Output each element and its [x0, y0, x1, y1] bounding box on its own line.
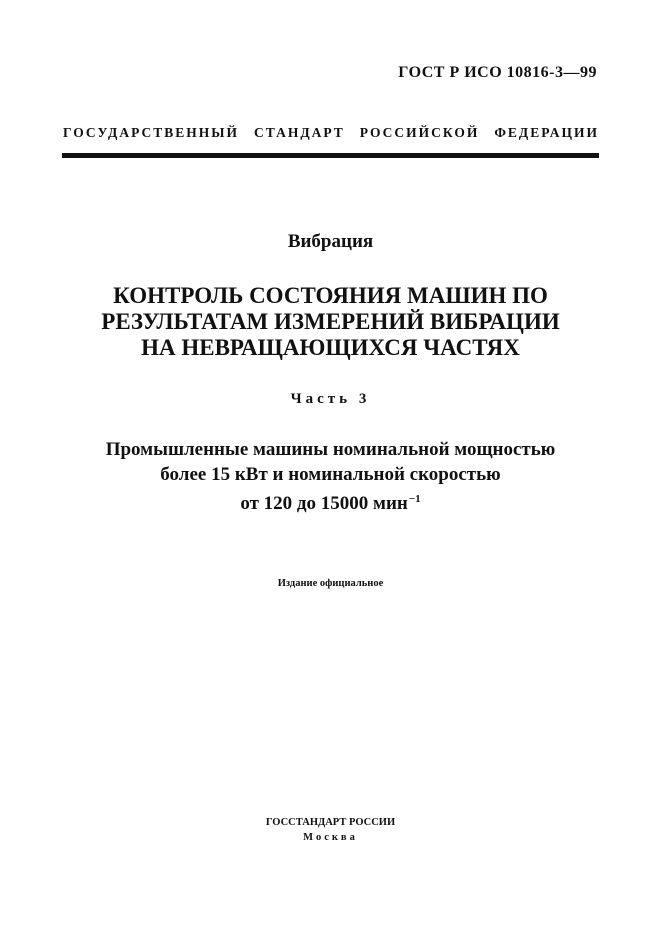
subtitle-line-3-text: от 120 до 15000 мин [240, 493, 408, 514]
main-title-line-2: РЕЗУЛЬТАТАМ ИЗМЕРЕНИЙ ВИБРАЦИИ [101, 309, 560, 334]
main-title-line-1: КОНТРОЛЬ СОСТОЯНИЯ МАШИН ПО [113, 283, 548, 308]
publisher-block [0, 815, 661, 845]
document-code: ГОСТ Р ИСО 10816-3—99 [398, 64, 597, 81]
main-title-line-3: НА НЕВРАЩАЮЩИХСЯ ЧАСТЯХ [141, 335, 520, 360]
subtitle [0, 437, 661, 516]
publisher-city: Москва [303, 832, 358, 843]
subtitle-line-1: Промышленные машины номинальной мощностью [105, 439, 556, 460]
organization-line: ГОСУДАРСТВЕННЫЙ СТАНДАРТ РОССИЙСКОЙ ФЕДЕРАЦИИ [63, 125, 599, 140]
subject-heading: Вибрация [287, 231, 374, 252]
subtitle-line-2: более 15 кВт и номинальной скоростью [160, 464, 501, 485]
unit-exponent: −1 [408, 493, 421, 505]
publisher-name: ГОССТАНДАРТ РОССИИ [265, 817, 396, 828]
edition-note: Издание официальное [277, 578, 384, 589]
main-title [0, 283, 661, 361]
subtitle-line-3 [0, 487, 661, 516]
part-number: Часть 3 [290, 391, 371, 407]
header-rule [62, 153, 599, 158]
